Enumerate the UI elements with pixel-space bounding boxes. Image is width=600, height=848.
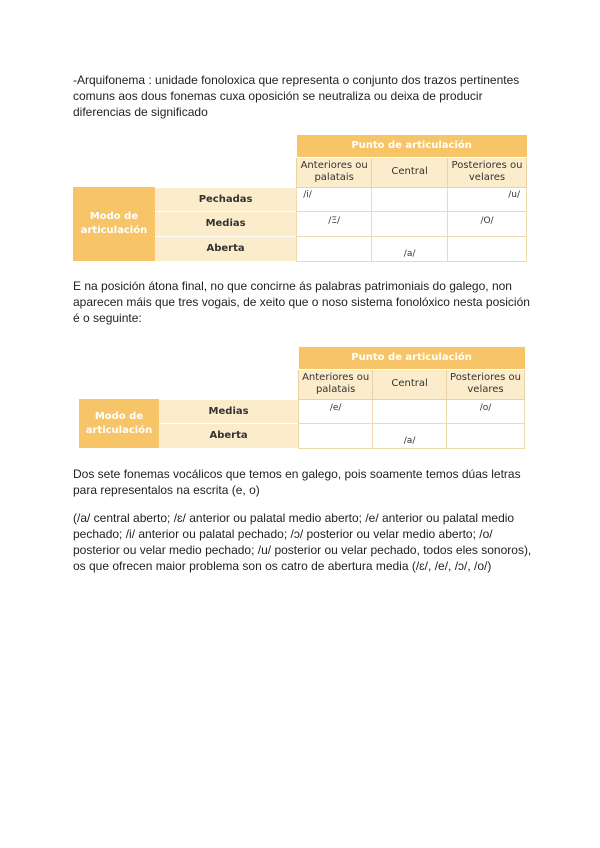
table-cell — [372, 187, 448, 211]
vowel-table-tonic — [73, 135, 527, 262]
col-header-central: Central — [373, 369, 447, 399]
row-label-medias: Medias — [155, 211, 297, 236]
row-header-modo: Modo de articulación — [79, 399, 159, 448]
row-label-aberta: Aberta — [155, 236, 297, 261]
col-header-anteriores: Anteriores ou palatais — [299, 369, 373, 399]
table-cell: /Ξ/ — [297, 211, 372, 236]
sete-fonemas-paragraph: Dos sete fonemas vocálicos que temos en galego, pois soamente temos dúas letras para representalos na escrita (e, o) — [73, 467, 521, 497]
col-header-anteriores: Anteriores ou palatais — [297, 157, 372, 187]
table-cell: /a/ — [373, 423, 447, 448]
table-cell — [299, 423, 373, 448]
table-corner-blank — [79, 347, 299, 369]
table-cell: /i/ — [297, 187, 372, 211]
table-header-punto: Punto de articulación — [297, 135, 527, 157]
table-cell — [448, 236, 527, 261]
row-label-pechadas: Pechadas — [155, 187, 297, 211]
table-corner-blank — [73, 135, 297, 157]
table-cell: /u/ — [448, 187, 527, 211]
vowel-table-atonic — [79, 347, 525, 449]
col-header-posteriores: Posteriores ou velares — [448, 157, 527, 187]
definition-paragraph: -Arquifonema : unidade fonoloxica que representa o conjunto dos trazos pertinentes comuns aos dous fonemas cuxa oposición se neutraliza ou deixa de producir diferencias de significado — [73, 73, 520, 119]
atona-final-paragraph: E na posición átona final, no que concirne ás palabras patrimoniais do galego, non aparecen máis que tres vogais, de xeito que o noso sistema fonolóxico nesta posición é o seguinte: — [73, 279, 530, 325]
table-cell — [373, 399, 447, 423]
table-corner-blank — [79, 369, 299, 399]
table-cell — [372, 211, 448, 236]
table-cell: /Ο/ — [448, 211, 527, 236]
table-cell — [297, 236, 372, 261]
table-header-punto: Punto de articulación — [299, 347, 525, 369]
row-label-aberta: Aberta — [159, 423, 299, 448]
table-cell: /o/ — [447, 399, 525, 423]
row-header-modo: Modo de articulación — [73, 187, 155, 261]
table-cell: /e/ — [299, 399, 373, 423]
table-cell: /a/ — [372, 236, 448, 261]
fonemas-description-paragraph: (/a/ central aberto; /ɛ/ anterior ou palatal medio aberto; /e/ anterior ou palatal medio pechado; /i/ anterior ou palatal pechado; /ɔ/ posterior ou velar medio aberto; /o/ posterior ou velar medio pechado; /u/ posterior ou velar pechado, todos eles sonoros), os que ofrecen maior problema son os catro de abertura media (/ɛ/, /e/, /ɔ/, /o/) — [73, 511, 532, 573]
table-corner-blank — [73, 157, 297, 187]
col-header-central: Central — [372, 157, 448, 187]
table-cell — [447, 423, 525, 448]
row-label-medias: Medias — [159, 399, 299, 423]
col-header-posteriores: Posteriores ou velares — [447, 369, 525, 399]
